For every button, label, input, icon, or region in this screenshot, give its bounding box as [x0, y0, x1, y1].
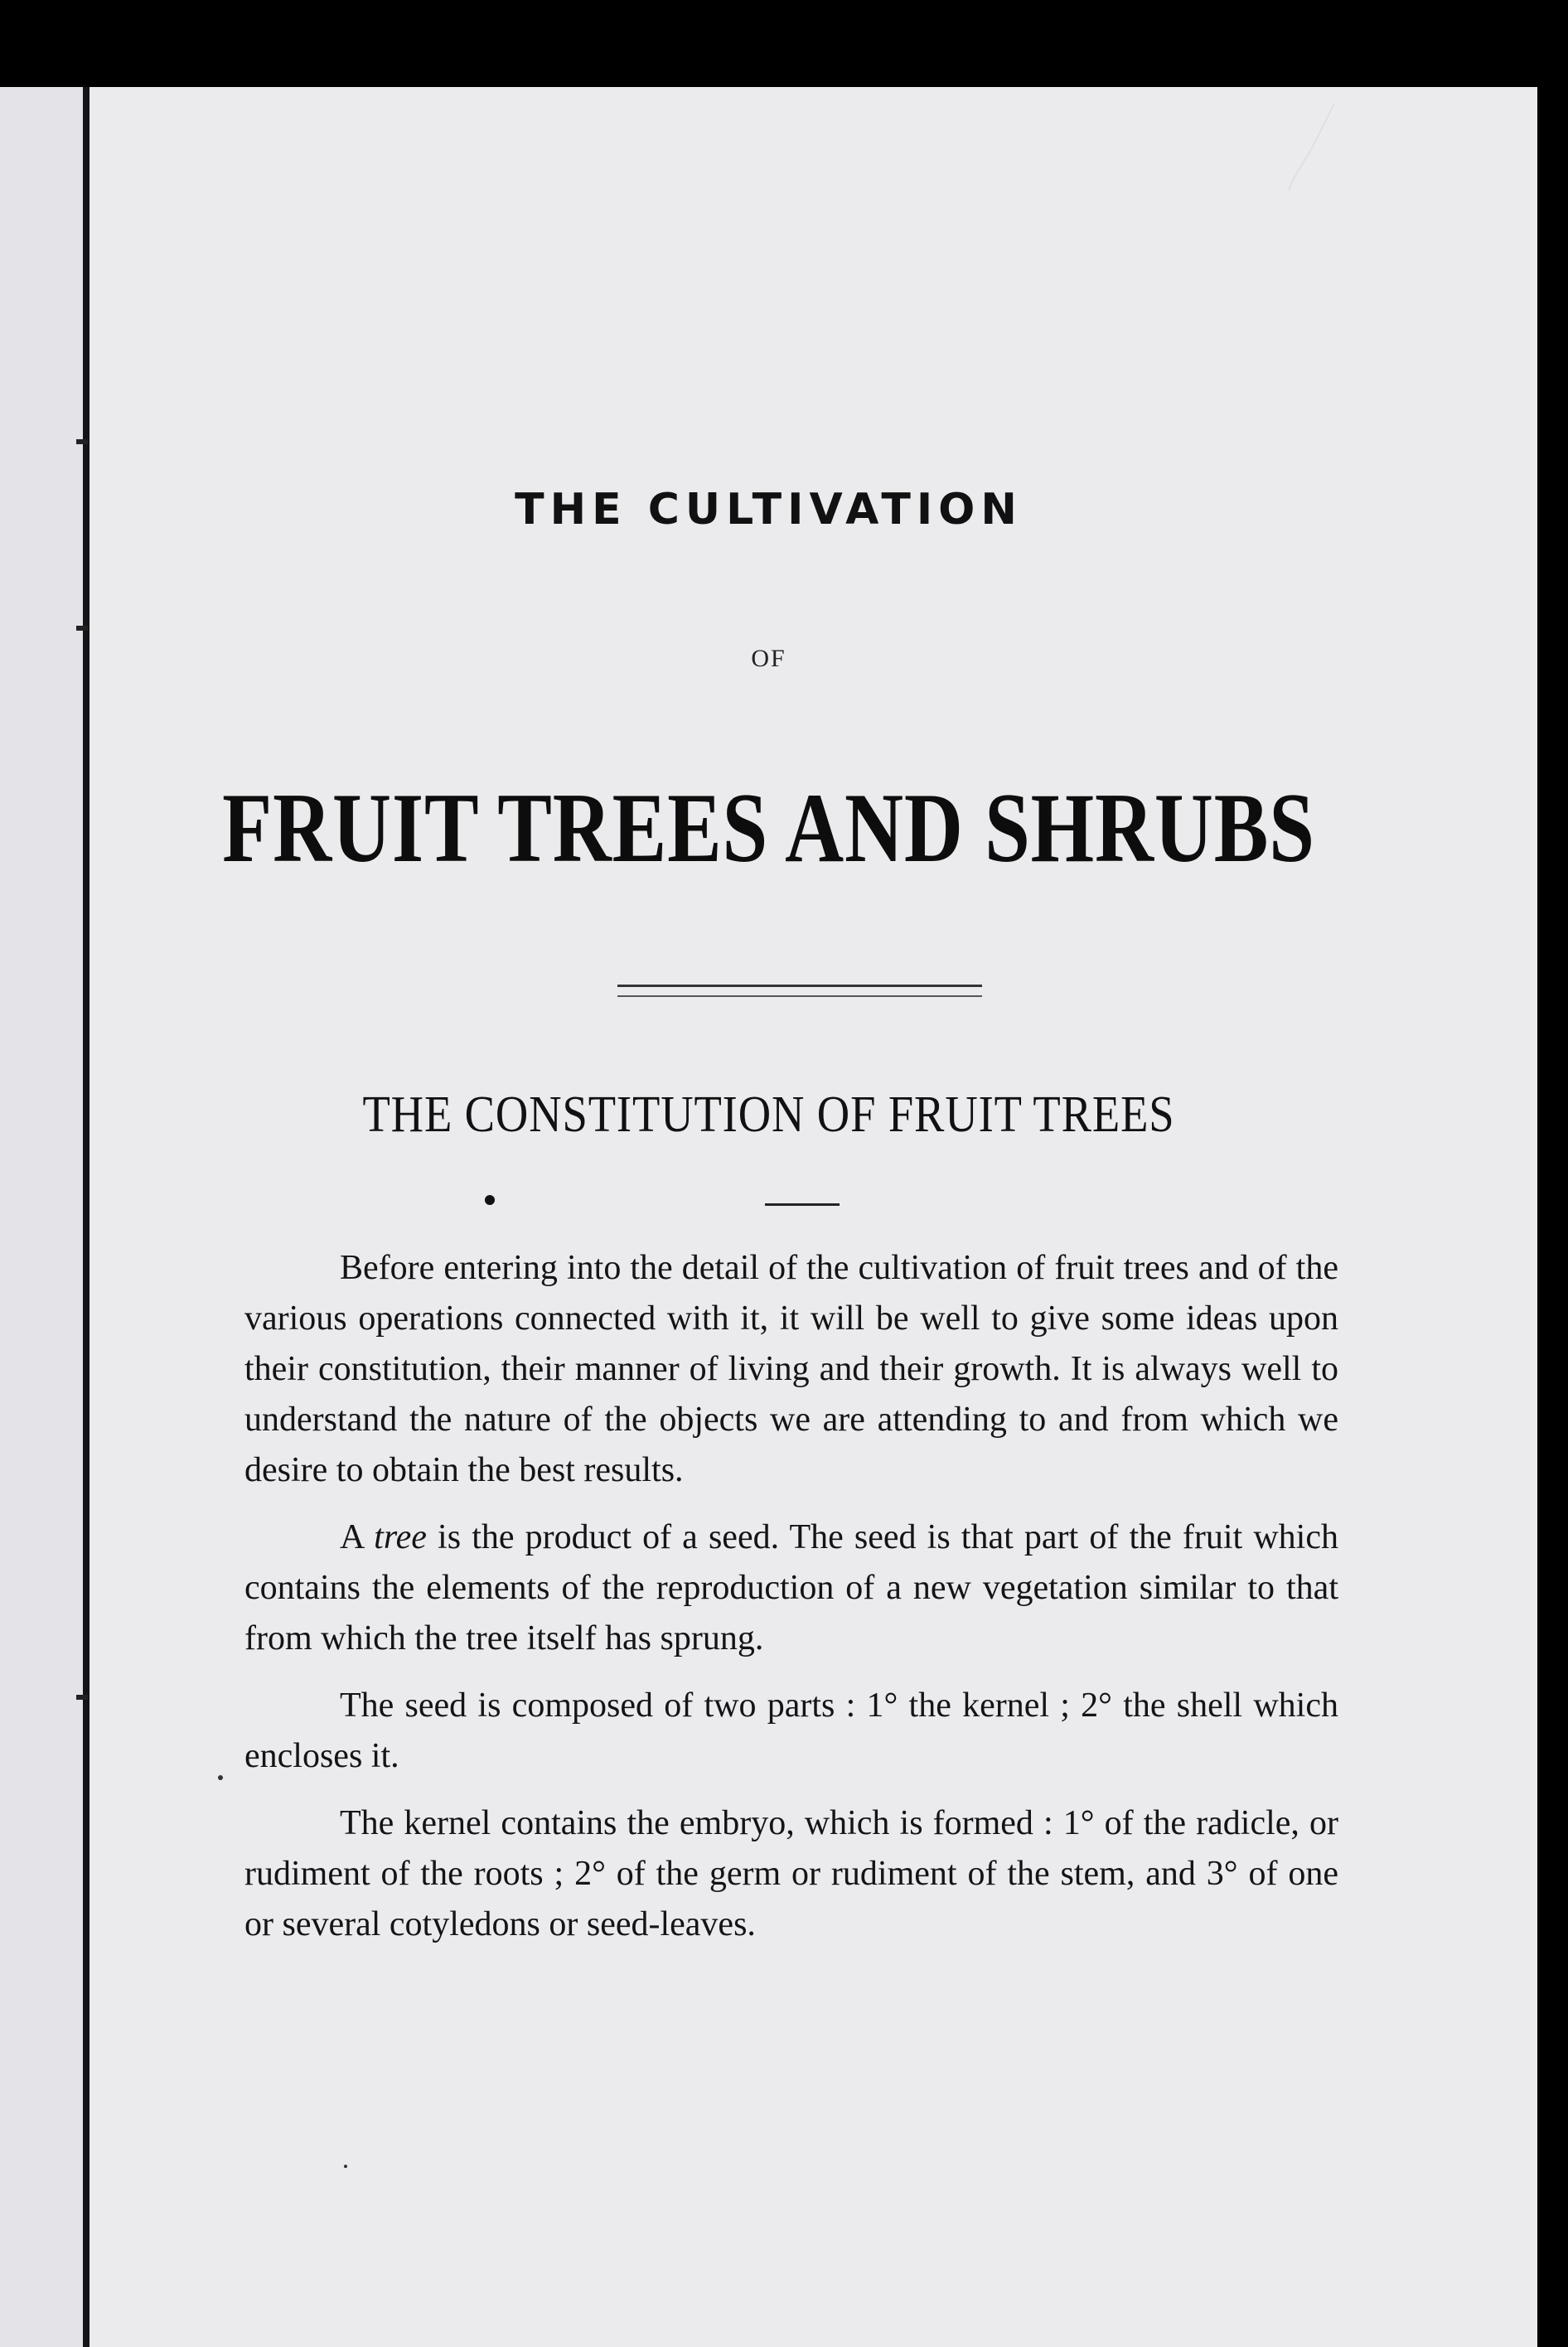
title-main: FRUIT TREES AND SHRUBS — [222, 772, 1315, 883]
stray-mark — [344, 2165, 347, 2168]
margin-mark — [76, 1695, 88, 1700]
short-rule — [765, 1203, 840, 1206]
margin-mark — [76, 439, 88, 444]
paragraph: Before entering into the detail of the cultivation of fruit trees and of the various operations connected with it, it will be well to give some ideas upon their constitution, their manner of living and their growth. It is always well to understand the nature of the objects we are attending to and from which we desire to obtain the best results. — [244, 1249, 1338, 1489]
section-heading: THE CONSTITUTION OF FRUIT TREES — [362, 1086, 1175, 1143]
document-page — [0, 87, 1537, 2347]
paragraph: The seed is composed of two parts : 1° the kernel ; 2° the shell which encloses it. — [244, 1686, 1338, 1775]
page-corner-curl — [1276, 104, 1343, 195]
stray-mark — [218, 1775, 223, 1780]
scan-right-edge — [1537, 0, 1568, 2347]
paragraph-rest: is the product of a seed. The seed is that part of the fruit which contains the elements of the reproduction of a new vegetation similar to that from which the tree itself has sprung. — [244, 1518, 1338, 1657]
title-of: OF — [751, 645, 786, 672]
italic-word: tree — [374, 1518, 427, 1556]
body-text — [244, 1243, 1338, 1950]
margin-mark — [76, 626, 88, 631]
left-margin — [0, 87, 87, 2347]
double-rule-divider — [617, 985, 982, 997]
paragraph: The kernel contains the embryo, which is formed : 1° of the radicle, or rudiment of the roots ; 2° of the germ or rudiment of the stem, and 3° of one or several cotyledons or seed-leaves. — [244, 1804, 1338, 1943]
paragraph — [244, 1512, 1338, 1664]
heading-dot — [485, 1195, 495, 1205]
binding-line — [83, 87, 90, 2347]
title-cultivation: THE CULTIVATION — [515, 485, 1023, 535]
paragraph-start: A — [340, 1518, 375, 1556]
